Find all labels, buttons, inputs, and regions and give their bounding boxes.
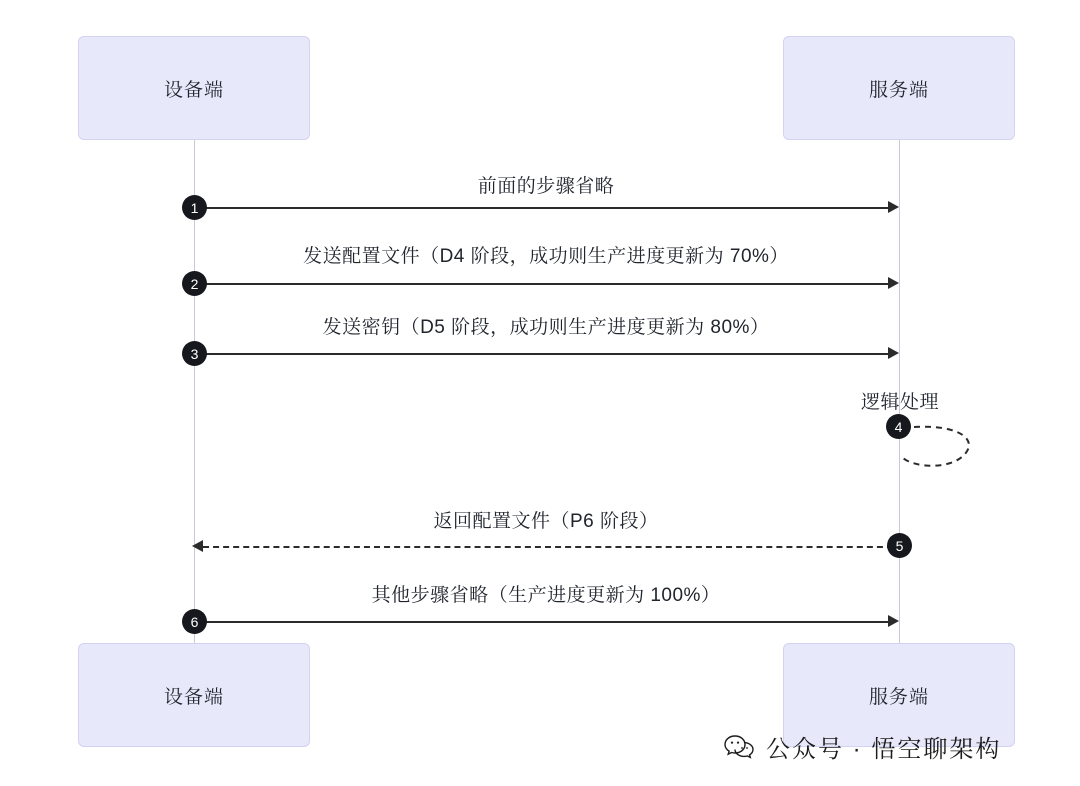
actor-box-device-bottom: [78, 643, 310, 747]
message-arrow-6: [200, 621, 890, 623]
message-arrowhead-3: [888, 347, 899, 359]
message-arrowhead-2: [888, 277, 899, 289]
watermark-text: 公众号 · 悟空聊架构: [766, 736, 1002, 763]
actor-label-server-top: 服务端: [868, 79, 929, 101]
message-arrowhead-1: [888, 201, 899, 213]
message-label-1: 前面的步骤省略: [477, 176, 615, 197]
actor-label-device-bottom: 设备端: [163, 686, 224, 708]
sequence-badge-3: 3: [182, 341, 207, 366]
message-label-2: 发送配置文件（D4 阶段，成功则生产进度更新为 70%）: [303, 246, 789, 267]
message-arrow-3: [200, 353, 890, 355]
actor-label-server-bottom: 服务端: [868, 686, 929, 708]
actor-label-device-top: 设备端: [163, 79, 224, 101]
message-label-4: 逻辑处理: [860, 392, 940, 413]
sequence-badge-2: 2: [182, 271, 207, 296]
message-arrow-1: [200, 207, 890, 209]
sequence-badge-6: 6: [182, 609, 207, 634]
actor-box-server-top: [783, 36, 1015, 140]
message-label-6: 其他步骤省略（生产进度更新为 100%）: [371, 585, 721, 606]
message-label-5: 返回配置文件（P6 阶段）: [433, 511, 659, 532]
message-arrow-2: [200, 283, 890, 285]
watermark: [724, 729, 1001, 764]
message-arrowhead-5: [192, 540, 203, 552]
message-arrow-5: [203, 546, 893, 548]
sequence-badge-1: 1: [182, 195, 207, 220]
wechat-icon: [724, 734, 754, 760]
actor-box-device-top: [78, 36, 310, 140]
message-arrowhead-6: [888, 615, 899, 627]
sequence-badge-5: 5: [887, 533, 912, 558]
sequence-badge-4: 4: [886, 414, 911, 439]
message-label-3: 发送密钥（D5 阶段，成功则生产进度更新为 80%）: [322, 317, 770, 338]
